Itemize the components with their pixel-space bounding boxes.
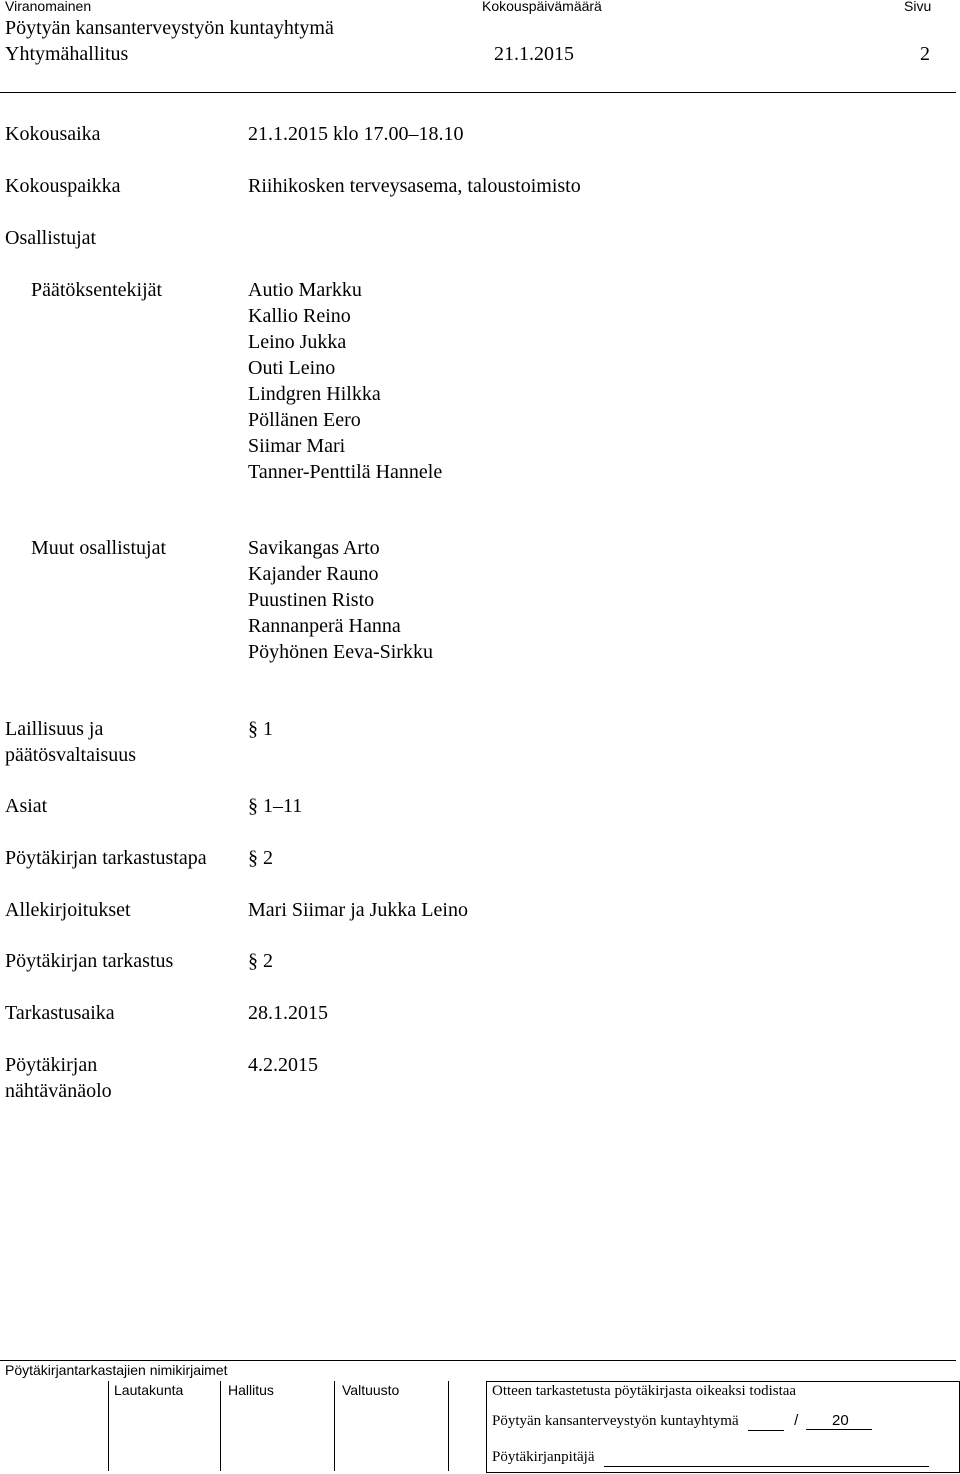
list-item: Siimar Mari bbox=[248, 435, 346, 457]
signatures-value: Mari Siimar ja Jukka Leino bbox=[248, 899, 468, 921]
meeting-time-label: Kokousaika bbox=[5, 123, 101, 145]
list-item: Kajander Rauno bbox=[248, 563, 379, 585]
legality-value: § 1 bbox=[248, 718, 273, 740]
decision-makers-label: Päätöksentekijät bbox=[31, 279, 163, 301]
extract-year-field[interactable] bbox=[806, 1412, 872, 1430]
extract-keeper-signature-field[interactable] bbox=[604, 1449, 929, 1467]
list-item: Outi Leino bbox=[248, 357, 336, 379]
list-item: Tanner-Penttilä Hannele bbox=[248, 461, 443, 483]
check-time-label: Tarkastusaika bbox=[5, 1002, 115, 1024]
extract-title: Otteen tarkastetusta pöytäkirjasta oikeaksi todistaa bbox=[492, 1383, 797, 1399]
header-page-number: 2 bbox=[920, 43, 930, 65]
extract-keeper: Pöytäkirjanpitäjä bbox=[492, 1449, 595, 1465]
matters-label: Asiat bbox=[5, 795, 48, 817]
header-date: 21.1.2015 bbox=[494, 43, 574, 65]
footer-col-government: Hallitus bbox=[228, 1382, 274, 1398]
extract-org-line bbox=[492, 1412, 872, 1431]
check-method-value: § 2 bbox=[248, 847, 273, 869]
participants-label: Osallistujat bbox=[5, 227, 97, 249]
list-item: Puustinen Risto bbox=[248, 589, 375, 611]
extract-org: Pöytyän kansanterveystyön kuntayhtymä bbox=[492, 1413, 739, 1429]
list-item: Pöyhönen Eeva-Sirkku bbox=[248, 641, 433, 663]
list-item: Pöllänen Eero bbox=[248, 409, 361, 431]
footer-col-board: Lautakunta bbox=[114, 1382, 184, 1398]
meeting-place-value: Riihikosken terveysasema, taloustoimisto bbox=[248, 175, 581, 197]
check-value: § 2 bbox=[248, 950, 273, 972]
footer-col-council: Valtuusto bbox=[342, 1382, 400, 1398]
other-participants-list bbox=[248, 535, 433, 665]
list-item: Leino Jukka bbox=[248, 331, 347, 353]
check-label: Pöytäkirjan tarkastus bbox=[5, 950, 174, 972]
list-item: Autio Markku bbox=[248, 279, 362, 301]
inspectors-label: Pöytäkirjantarkastajien nimikirjaimet bbox=[5, 1362, 228, 1378]
footer-divider bbox=[0, 1360, 956, 1361]
check-time-value: 28.1.2015 bbox=[248, 1002, 328, 1024]
footer-col-divider bbox=[448, 1381, 449, 1471]
footer-col-divider bbox=[334, 1381, 335, 1471]
display-value: 4.2.2015 bbox=[248, 1054, 318, 1076]
extract-slash: / bbox=[794, 1412, 799, 1429]
list-item: Rannanperä Hanna bbox=[248, 615, 401, 637]
list-item: Savikangas Arto bbox=[248, 537, 380, 559]
other-participants-label: Muut osallistujat bbox=[31, 537, 166, 559]
list-item: Lindgren Hilkka bbox=[248, 383, 381, 405]
footer-col-divider bbox=[220, 1381, 221, 1471]
list-item: Kallio Reino bbox=[248, 305, 351, 327]
meeting-time-value: 21.1.2015 klo 17.00–18.10 bbox=[248, 123, 464, 145]
check-method-label: Pöytäkirjan tarkastustapa bbox=[5, 847, 207, 869]
display-label-line1: Pöytäkirjan bbox=[5, 1054, 98, 1076]
header-body: Yhtymähallitus bbox=[5, 43, 129, 65]
extract-day-field[interactable] bbox=[748, 1413, 784, 1431]
footer-col-divider bbox=[108, 1381, 109, 1471]
header-label-page: Sivu bbox=[904, 0, 932, 14]
legality-label-line1: Laillisuus ja bbox=[5, 718, 104, 740]
extract-keeper-line bbox=[492, 1449, 929, 1467]
header-organization: Pöytyän kansanterveystyön kuntayhtymä bbox=[5, 17, 334, 39]
meeting-place-label: Kokouspaikka bbox=[5, 175, 121, 197]
extract-year: 20 bbox=[832, 1412, 849, 1429]
header-label-meeting-date: Kokouspäivämäärä bbox=[482, 0, 602, 14]
header-label-official: Viranomainen bbox=[5, 0, 92, 14]
signatures-label: Allekirjoitukset bbox=[5, 899, 131, 921]
matters-value: § 1–11 bbox=[248, 795, 303, 817]
display-label-line2: nähtävänäolo bbox=[5, 1080, 112, 1102]
legality-label-line2: päätösvaltaisuus bbox=[5, 744, 137, 766]
header-divider bbox=[0, 92, 956, 93]
decision-makers-list bbox=[248, 277, 442, 485]
